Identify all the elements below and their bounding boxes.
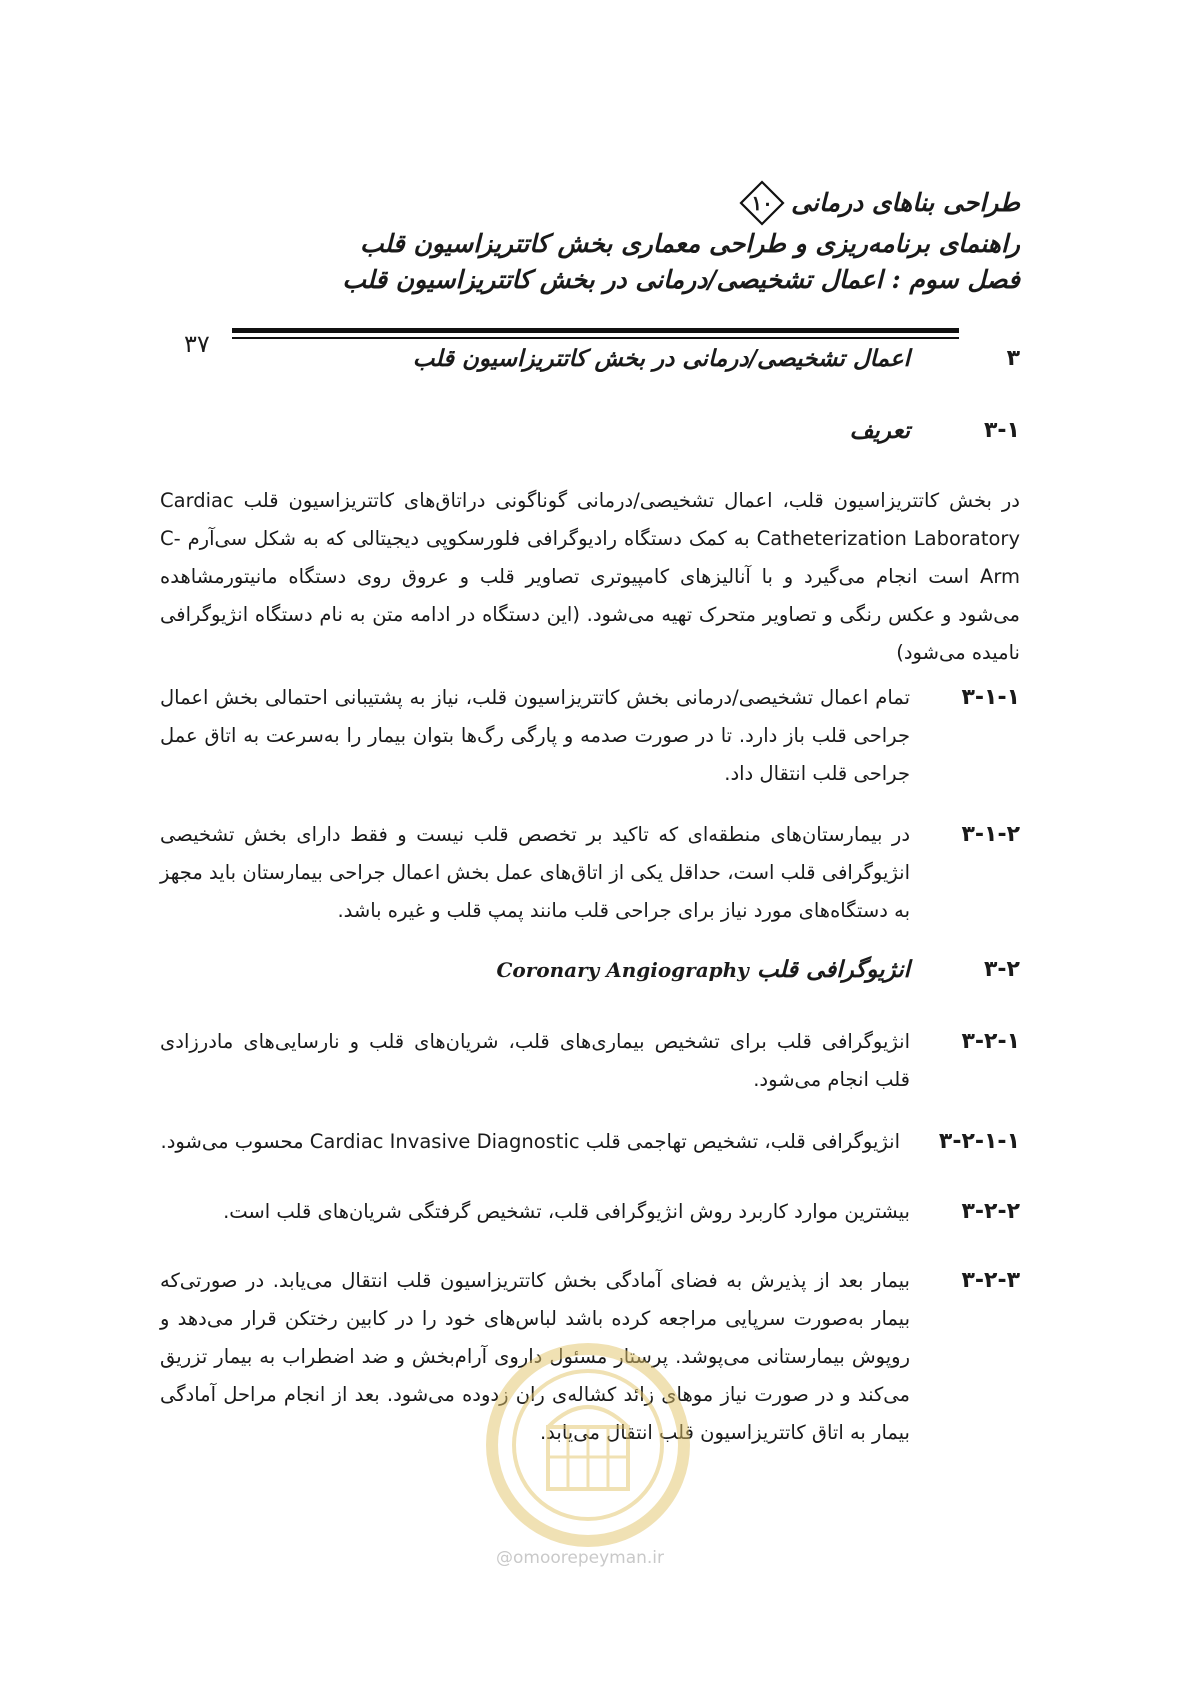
section-number: ۳ xyxy=(1006,346,1020,371)
subsection-heading-3-2 xyxy=(160,951,1020,989)
header-rule-thick xyxy=(232,328,959,333)
clause-text: انژیوگرافی قلب، تشخیص تهاجمی قلب Cardiac Invasive Diagnostic محسوب می‌شود. xyxy=(160,1130,900,1153)
subsection-heading xyxy=(160,412,1020,450)
subsection-number: ۳-۲ xyxy=(984,957,1020,982)
chapter-title: فصل سوم : اعمال تشخیصی/درمانی در بخش کاتتریزاسیون قلب xyxy=(342,265,1020,294)
clause-text: بیشترین موارد کاربرد روش انژیوگرافی قلب، تشخیص گرفتگی شریان‌های قلب است. xyxy=(223,1200,910,1223)
subsection-title-en: Coronary Angiography xyxy=(496,958,749,982)
clause-3-2-1 xyxy=(160,1023,1020,1099)
clause-3-1-2 xyxy=(160,816,1020,930)
clause-3-1-1 xyxy=(160,679,1020,793)
book-title: راهنمای برنامه‌ریزی و طراحی معماری بخش کاتتریزاسیون قلب xyxy=(359,229,1020,258)
page-number: ۳۷ xyxy=(184,330,210,358)
intro-paragraph xyxy=(160,482,1020,672)
subsection-number: ۳-۱ xyxy=(984,418,1020,443)
clause-text: بیمار بعد از پذیرش به فضای آمادگی بخش کاتتریزاسیون قلب انتقال می‌یابد. در صورتی‌که بیمار به‌صورت سرپایی مراجعه کرده باشد لباس‌های خود را در کابین رختکن قرار می‌دهد و روپوش بیمارستانی می‌پوشد. پرستار مسئول داروی آرام‌بخش و ضد اضطراب به بیمار تزریق می‌کند و در صورت نیاز موهای زائد کشاله‌ی ران زدوده می‌شود. بعد از انجام مراحل آمادگی بیمار به اتاق کاتتریزاسیون قلب انتقال می‌یابد. xyxy=(160,1269,910,1444)
clause-3-2-1-1 xyxy=(160,1123,1020,1161)
series-title-line xyxy=(160,180,1020,226)
section-heading xyxy=(160,340,1020,378)
watermark-logo-icon xyxy=(478,1335,698,1555)
clause-number: ۳-۱-۲ xyxy=(961,822,1020,847)
series-number: ۱۰ xyxy=(751,191,773,215)
clause-number: ۳-۲-۱-۱ xyxy=(938,1129,1020,1154)
paragraph-text: در بخش کاتتریزاسیون قلب، اعمال تشخیصی/درمانی گوناگونی دراتاق‌های کاتتریزاسیون قلب Cardiac Catheterization Laboratory به کمک دستگاه رادیوگرافی فلورسکوپی دیجیتالی که به شکل سی‌آرم C-Arm است انجام می‌گیرد و با آنالیزهای کامپیوتری تصاویر قلب و عروق روی دستگاه مانیتورمشاهده می‌شود و عکس رنگی و تصاویر متحرک تهیه می‌شود. (این دستگاه در ادامه متن به نام دستگاه انژیوگرافی نامیده می‌شود) xyxy=(160,489,1020,664)
clause-text: تمام اعمال تشخیصی/درمانی بخش کاتتریزاسیون قلب، نیاز به پشتیبانی احتمالی بخش اعمال جراحی قلب باز دارد. تا در صورت صدمه و پارگی رگ‌ها بتوان بیمار را به‌سرعت به اتاق عمل جراحی قلب انتقال داد. xyxy=(160,686,910,785)
watermark-text: @omoorepeyman.ir xyxy=(496,1548,665,1568)
subsection-title xyxy=(496,951,910,989)
clause-number: ۳-۲-۱ xyxy=(961,1029,1020,1054)
header-rule-thin xyxy=(232,337,959,339)
clause-text: در بیمارستان‌های منطقه‌ای که تاکید بر تخصص قلب نیست و فقط دارای بخش تشخیصی انژیوگرافی قلب است، حداقل یکی از اتاق‌های عمل بخش اعمال جراحی بیمارستان باید مجهز به دستگاه‌های مورد نیاز برای جراحی قلب مانند پمپ قلب و غیره باشد. xyxy=(160,823,910,922)
clause-text: انژیوگرافی قلب برای تشخیص بیماری‌های قلب، شریان‌های قلب و نارسایی‌های مادرزادی قلب انجام می‌شود. xyxy=(160,1030,910,1091)
clause-number: ۳-۲-۲ xyxy=(961,1199,1020,1224)
clause-number: ۳-۱-۱ xyxy=(961,685,1020,710)
section-title: اعمال تشخیصی/درمانی در بخش کاتتریزاسیون قلب xyxy=(412,345,910,372)
series-number-diamond xyxy=(739,180,785,226)
clause-3-2-2 xyxy=(160,1193,1020,1231)
subsection-title-fa: انژیوگرافی قلب xyxy=(756,956,910,983)
series-title: طراحی بناهای درمانی xyxy=(791,188,1020,217)
page-header xyxy=(160,180,1020,298)
subsection-title: تعریف xyxy=(849,417,910,444)
clause-number: ۳-۲-۳ xyxy=(961,1268,1020,1293)
